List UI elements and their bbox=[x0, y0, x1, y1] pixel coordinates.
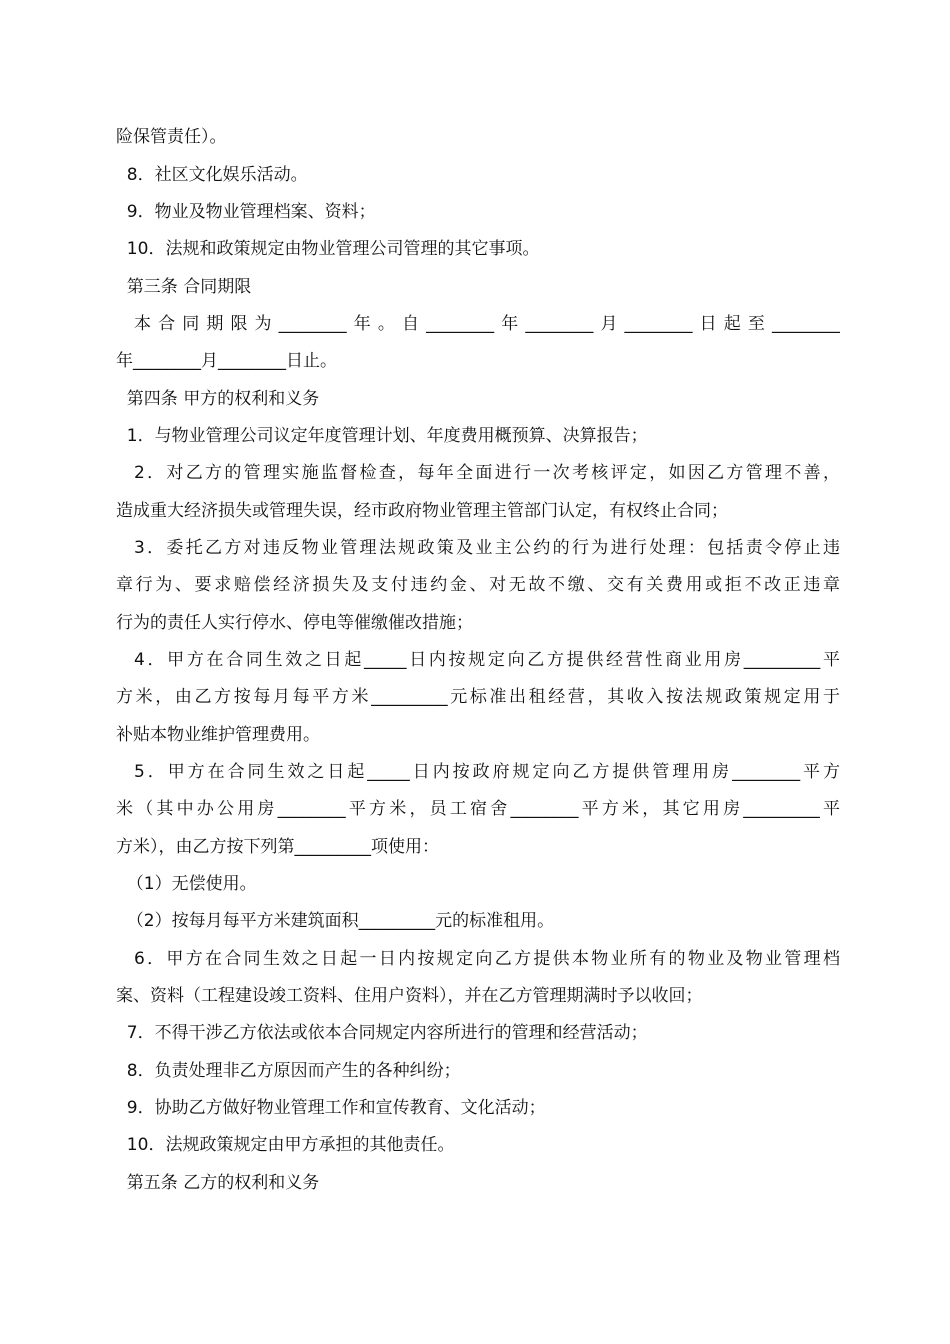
text-line: 9．物业及物业管理档案、资料； bbox=[116, 202, 376, 222]
text-line: 险保管责任）。 bbox=[116, 127, 227, 147]
text-line: 9．协助乙方做好物业管理工作和宣传教育、文化活动； bbox=[116, 1098, 546, 1118]
text-line: 方米，由乙方按每月每平方米_________元标准出租经营，其收入按法规政策规定用于 bbox=[116, 687, 840, 707]
section-heading: 第三条 合同期限 bbox=[116, 277, 252, 297]
section-heading: 第五条 乙方的权利和义务 bbox=[116, 1173, 320, 1193]
text-line: 8．负责处理非乙方原因而产生的各种纠纷； bbox=[116, 1061, 461, 1081]
text-line: 方米），由乙方按下列第_________项使用： bbox=[116, 837, 439, 857]
text-line: （1）无偿使用。 bbox=[116, 874, 257, 894]
text-line: 10．法规政策规定由甲方承担的其他责任。 bbox=[116, 1135, 455, 1155]
text-line: 行为的责任人实行停水、停电等催缴催改措施； bbox=[116, 613, 473, 633]
text-line: 6．甲方在合同生效之日起一日内按规定向乙方提供本物业所有的物业及物业管理档 bbox=[134, 949, 840, 969]
text-line: 10．法规和政策规定由物业管理公司管理的其它事项。 bbox=[116, 239, 540, 259]
text-line: 3．委托乙方对违反物业管理法规政策及业主公约的行为进行处理：包括责令停止违 bbox=[134, 538, 840, 558]
section-heading: 第四条 甲方的权利和义务 bbox=[116, 389, 320, 409]
text-line: 2．对乙方的管理实施监督检查，每年全面进行一次考核评定，如因乙方管理不善， bbox=[134, 463, 840, 483]
text-line: 案、资料（工程建设竣工资料、住用户资料），并在乙方管理期满时予以收回； bbox=[116, 986, 703, 1006]
text-line: 8．社区文化娱乐活动。 bbox=[116, 165, 308, 185]
text-line: 米（其中办公用房________平方米，员工宿舍________平方米，其它用房_________平 bbox=[116, 799, 840, 819]
text-line: （2）按每月每平方米建筑面积_________元的标准租用。 bbox=[116, 911, 555, 931]
text-line: 1．与物业管理公司议定年度管理计划、年度费用概预算、决算报告； bbox=[116, 426, 648, 446]
text-line: 5．甲方在合同生效之日起_____日内按政府规定向乙方提供管理用房________平方 bbox=[134, 762, 840, 782]
text-line: 本合同期限为________年。自________年________月________日起至________ bbox=[134, 314, 840, 334]
text-line: 7．不得干涉乙方依法或依本合同规定内容所进行的管理和经营活动； bbox=[116, 1023, 648, 1043]
text-line: 补贴本物业维护管理费用。 bbox=[116, 725, 320, 745]
text-line: 造成重大经济损失或管理失误，经市政府物业管理主管部门认定，有权终止合同； bbox=[116, 501, 728, 521]
text-line: 4．甲方在合同生效之日起_____日内按规定向乙方提供经营性商业用房_________平 bbox=[134, 650, 840, 670]
text-line: 章行为、要求赔偿经济损失及支付违约金、对无故不缴、交有关费用或拒不改正违章 bbox=[116, 575, 840, 595]
text-line: 年________月________日止。 bbox=[116, 351, 337, 371]
